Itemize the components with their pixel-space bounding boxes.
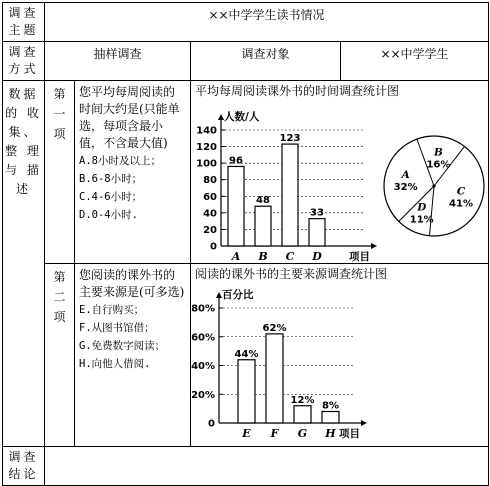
y-tick-label: 60% (191, 332, 215, 344)
item2-question-cell (75, 264, 191, 447)
category-label: F (270, 427, 279, 440)
y-tick-label: 0 (210, 241, 217, 253)
item2-option: H.向他人借阅. (79, 358, 151, 370)
bar (294, 406, 311, 423)
pie-slice-name: C (456, 185, 466, 198)
reading-time-pie-chart (379, 100, 489, 263)
category-label: G (297, 427, 308, 440)
y-tick-label: 40% (191, 361, 215, 372)
y-axis-label: 百分比 (222, 289, 254, 301)
x-axis-label: 项目 (349, 251, 370, 263)
y-tick-label: 0 (208, 418, 215, 430)
bar (322, 412, 339, 424)
item2-question: 您阅读的课外书的主要来源是(可多选) (79, 268, 185, 299)
y-tick-label: 60 (203, 191, 217, 203)
bar (282, 144, 298, 246)
x-axis-arrow (371, 243, 377, 249)
data-label: 62% (262, 322, 287, 334)
category-label: D (312, 250, 322, 263)
item1-question: 您平均每周阅读的时间大约是(只能单选，每项含最小值，不含最大值) (79, 85, 180, 150)
object-label: 调查对象 (191, 42, 341, 81)
reading-time-bar-chart (191, 100, 381, 263)
data-label: 12% (290, 394, 315, 406)
bar (266, 334, 283, 423)
item2-option: F.从图书馆借； (79, 322, 155, 334)
item2-label: 第 二 项 (45, 264, 75, 447)
item1-chart-title: 平均每周阅读课外书的时间调查统计图 (195, 84, 400, 98)
data-label: 8% (322, 400, 339, 412)
y-tick-label: 40 (203, 208, 217, 220)
topic-label: 调查 主题 (3, 3, 45, 42)
bar (309, 219, 325, 246)
item2-option: E.自行购买； (79, 304, 145, 316)
item1-option: B.6-8小时； (79, 173, 143, 185)
category-label: E (242, 427, 251, 440)
y-tick-label: 20% (191, 389, 215, 401)
item1-option: C.4-6小时； (79, 191, 143, 203)
y-axis-label: 人数/人 (224, 111, 260, 123)
conclusion-label: 调查 结论 (3, 447, 45, 486)
method-label: 调查 方式 (3, 42, 45, 81)
category-label: H (325, 427, 336, 440)
bar (238, 360, 255, 423)
item1-option: A.8小时及以上； (79, 155, 161, 167)
item1-label: 第 一 项 (45, 81, 75, 264)
data-label: 33 (310, 207, 324, 219)
pie-slice-percent: 32% (393, 181, 418, 193)
pie-slice-name: A (401, 168, 410, 181)
data-label: 数据 的 收 集、 整 理 与 描 述 (3, 81, 45, 447)
pie-slice-percent: 16% (426, 159, 451, 171)
method-value: 抽样调查 (45, 42, 191, 81)
pie-slice-percent: 11% (409, 214, 434, 226)
conclusion-value (45, 447, 489, 486)
item2-chart-cell (191, 264, 489, 447)
item1-chart-cell (191, 81, 489, 264)
y-tick-label: 80% (191, 303, 215, 315)
topic-value: ××中学学生读书情况 (45, 3, 489, 42)
item1-option: D.0-4小时. (79, 209, 138, 221)
item2-chart-title: 阅读的课外书的主要来源调查统计图 (195, 267, 388, 281)
bar (228, 166, 244, 246)
data-label: 96 (229, 155, 243, 167)
y-tick-label: 100 (196, 158, 217, 170)
x-axis-label: 项目 (339, 428, 360, 440)
y-tick-label: 140 (196, 125, 217, 137)
data-label: 123 (279, 133, 301, 145)
data-label: 48 (256, 195, 270, 207)
item1-question-cell (75, 81, 191, 264)
survey-table (2, 2, 489, 486)
y-tick-label: 80 (203, 175, 217, 187)
category-label: C (285, 250, 295, 263)
category-label: B (258, 250, 268, 263)
object-value: ××中学学生 (341, 42, 489, 81)
pie-center (432, 184, 435, 187)
x-axis-arrow (361, 420, 367, 426)
pie-slice-name: D (417, 201, 427, 214)
y-tick-label: 120 (196, 142, 217, 154)
data-label: 44% (234, 348, 259, 360)
bar (255, 206, 271, 246)
book-source-bar-chart (191, 283, 391, 446)
pie-slice-name: B (433, 146, 443, 159)
pie-slice-percent: 41% (449, 198, 473, 210)
y-tick-label: 20 (203, 224, 217, 236)
item2-option: G.免费数字阅读； (79, 340, 166, 352)
category-label: A (231, 250, 241, 263)
